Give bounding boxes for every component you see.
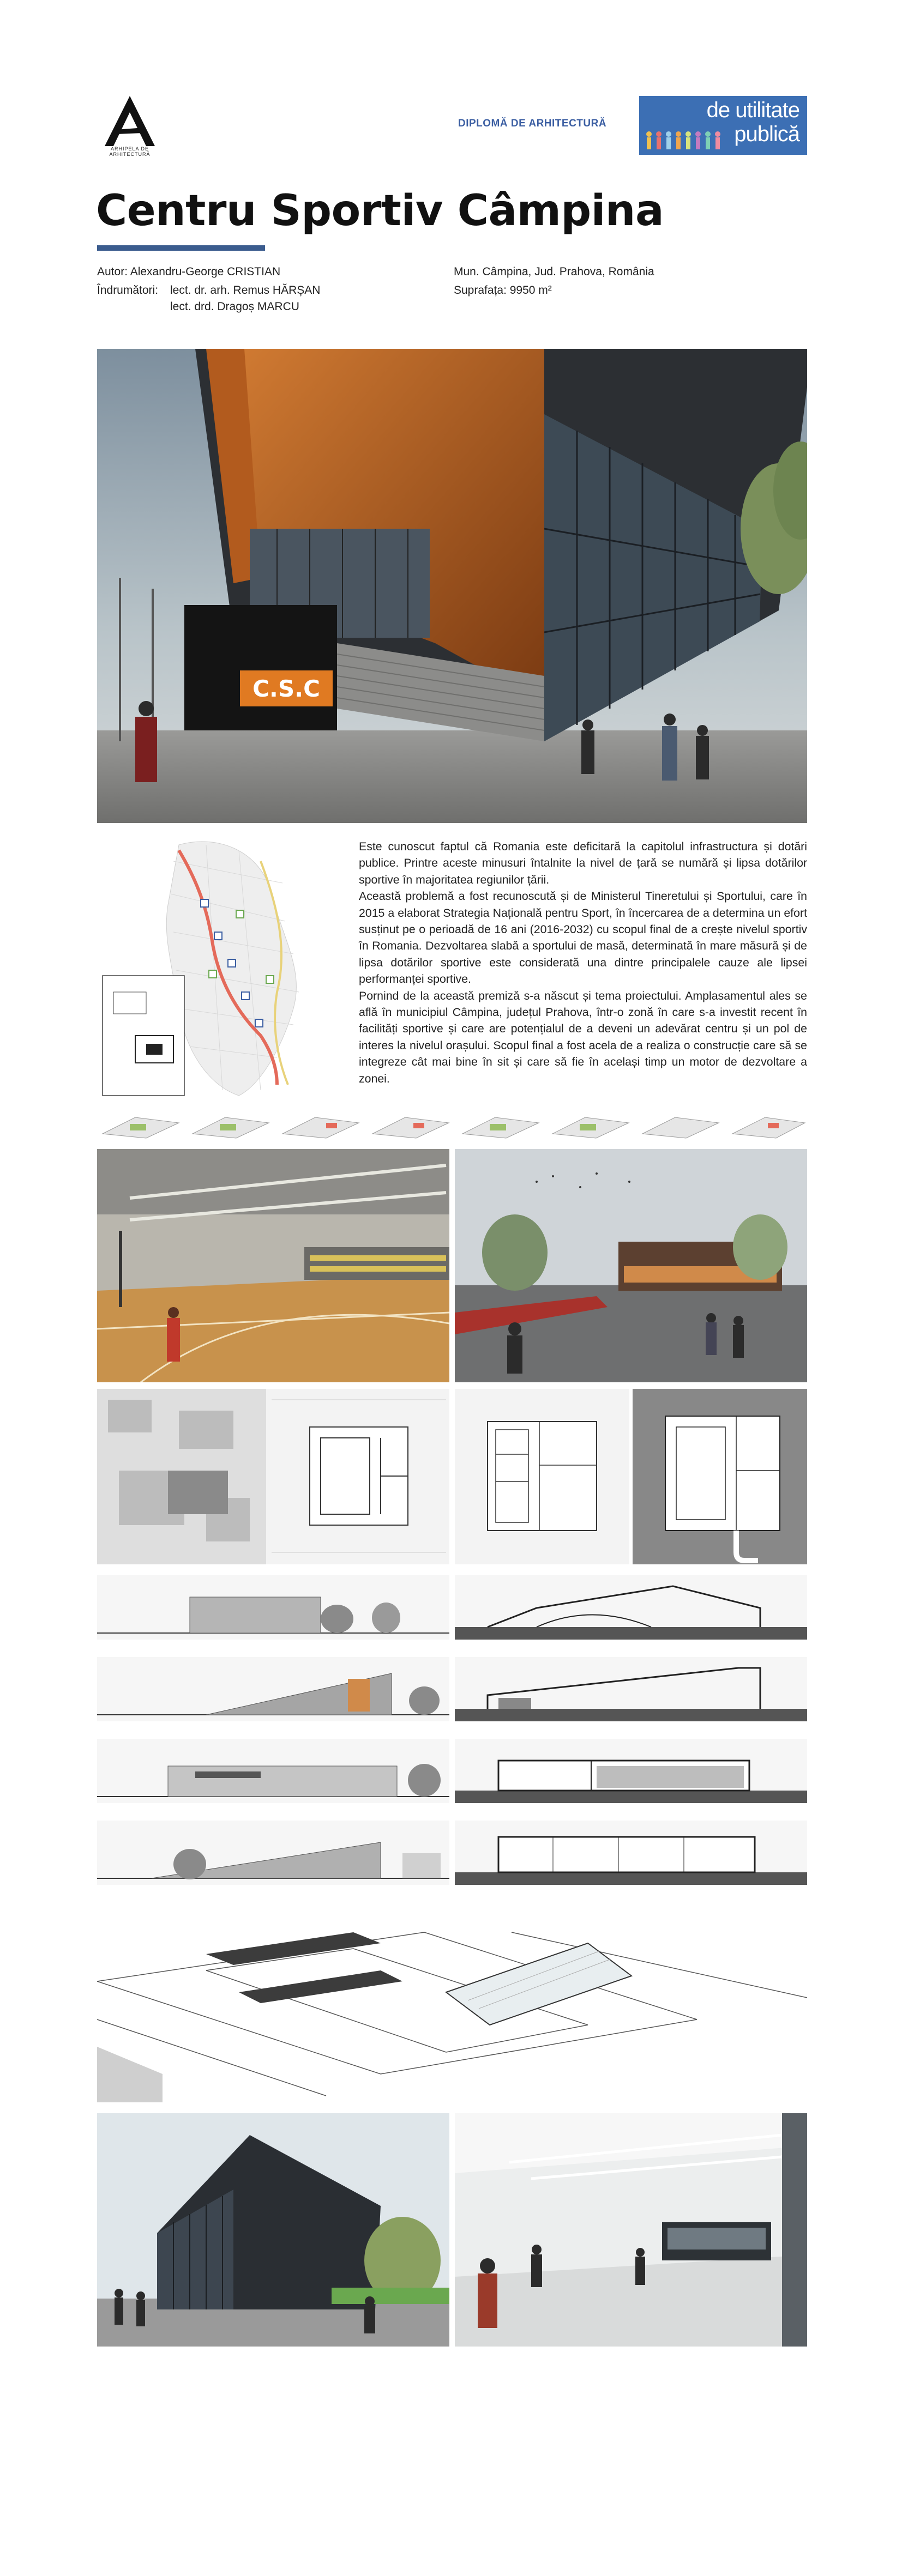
hero-sign-text: C.S.C bbox=[252, 675, 320, 702]
lobby-interior-render bbox=[455, 2113, 807, 2347]
advisor-2: lect. drd. Dragoș MARCU bbox=[170, 300, 299, 313]
utility-line1: de utilitate bbox=[706, 98, 799, 122]
author-line: Autor: Alexandru-George CRISTIAN bbox=[97, 265, 281, 278]
section-3 bbox=[455, 1739, 807, 1803]
hero-render bbox=[97, 349, 807, 823]
area-line: Suprafața: 9950 m² bbox=[454, 284, 552, 297]
section-2 bbox=[455, 1657, 807, 1721]
advisor-1: lect. dr. arh. Remus HĂRȘAN bbox=[170, 284, 321, 297]
public-utility-badge bbox=[639, 96, 807, 155]
utility-line2: publică bbox=[734, 122, 799, 146]
gym-interior-render bbox=[97, 1149, 449, 1382]
description-paragraph-2: Această problemă a fost recunoscută și de Ministerul Tineretului și Sportului, care în 2015 a elaborat Strategia Națională pentru Sport, în încercarea de a determina un efort susținut pe o perioadă de 16 ani (2016-2032) cu scopul final de a crește nivelul sportiv în Romania. Dezvoltarea slabă a sportului de masă, determinată în mare măsură și de lipsa dotărilor sportive este considerată una dintre principalele cauze ale lipsei performanței sportive. bbox=[359, 890, 807, 986]
section-1 bbox=[455, 1575, 807, 1640]
axonometric-drawing bbox=[97, 1910, 807, 2102]
people-icon bbox=[644, 130, 725, 152]
advisors-label: Îndrumători: bbox=[97, 284, 159, 297]
logo-caption: ARHIPELA DE ARHITECTURĂ bbox=[109, 146, 151, 157]
description-paragraph-3: Pornind de la această premiză s-a născut și tema proiectului. Amplasamentul ales se află în municipiul Câmpina, județul Prahova, într-o zonă în care s-a investit recent în facilități sportive și care are potențialul de a deveni un adevărat centru și un pol de interes la nivelul orașului. Scopul final a fost acela de a realiza o construcție care să se integreze cât mai bine în sit și care să fie în același timp un motor de dezvoltare a zonei. bbox=[359, 989, 807, 1085]
elevation-4 bbox=[97, 1821, 449, 1885]
title-underline bbox=[97, 245, 265, 251]
site-map bbox=[97, 829, 353, 1101]
page-title: Centru Sportiv Câmpina bbox=[96, 186, 664, 235]
project-description bbox=[359, 838, 807, 1087]
diploma-label: DIPLOMĂ DE ARHITECTURĂ bbox=[458, 118, 607, 129]
plaza-exterior-render bbox=[455, 1149, 807, 1382]
section-4 bbox=[455, 1821, 807, 1885]
building-exterior-render bbox=[97, 2113, 449, 2347]
elevation-1 bbox=[97, 1575, 449, 1640]
ground-floor-plan bbox=[455, 1389, 629, 1564]
concept-diagrams-strip bbox=[97, 1106, 807, 1140]
elevation-3 bbox=[97, 1739, 449, 1803]
description-paragraph-1: Este cunoscut faptul că Romania este deficitară la capitolul infrastructura și dotări publice. Printre aceste minusuri întalnite la nivel de țară se numără și lipsa dotărilor sportive în majoritatea regiunilor țării. bbox=[359, 840, 807, 886]
upper-floor-plan bbox=[633, 1389, 807, 1564]
elevation-2 bbox=[97, 1657, 449, 1721]
site-plan-drawing bbox=[97, 1389, 449, 1564]
location-line: Mun. Câmpina, Jud. Prahova, România bbox=[454, 265, 654, 278]
